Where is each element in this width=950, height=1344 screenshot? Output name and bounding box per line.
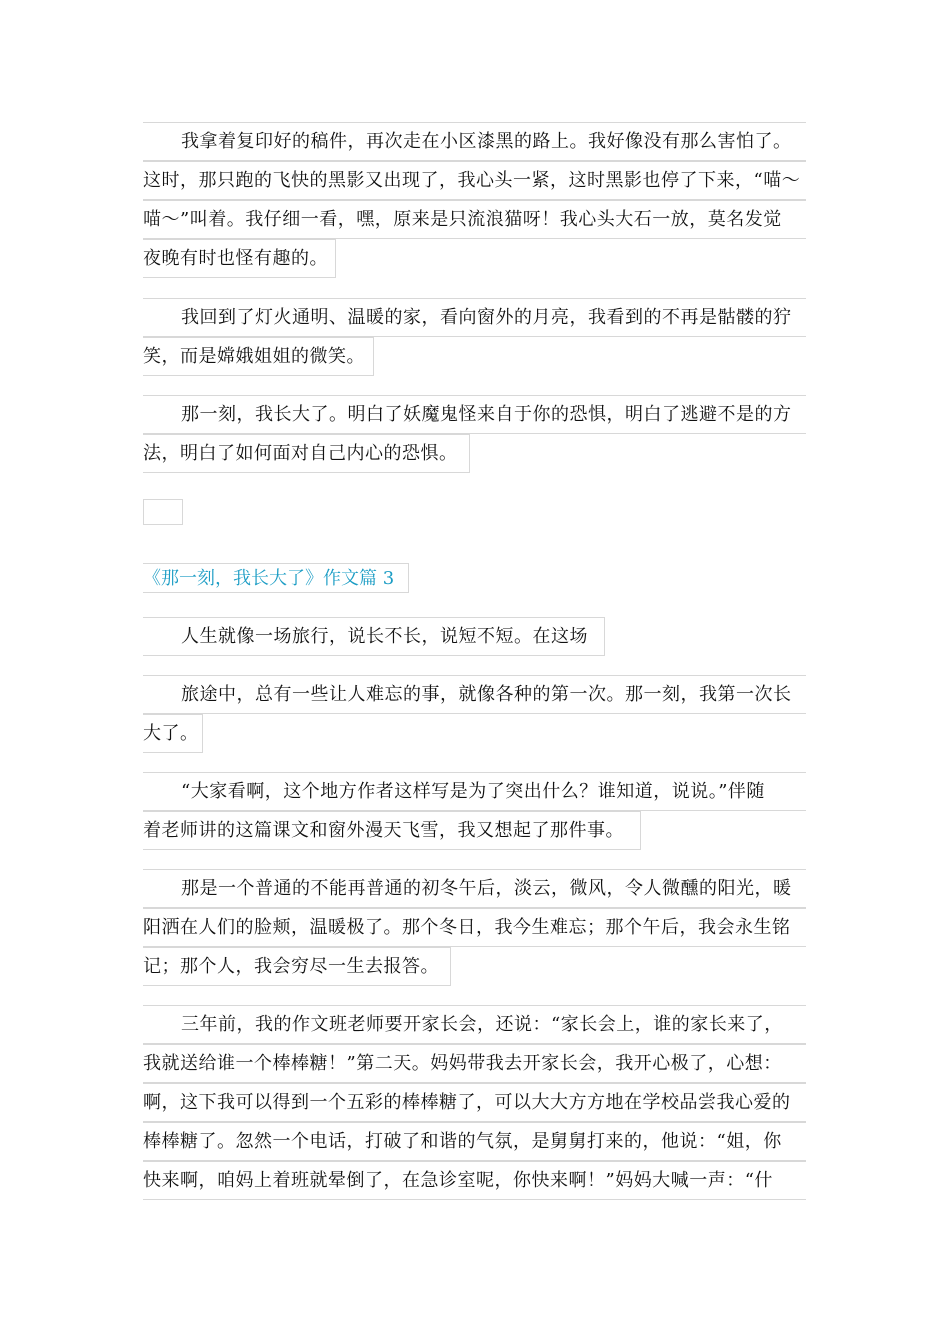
text-line: 快来啊，咱妈上着班就晕倒了，在急诊室呢，你快来啊！”妈妈大喊一声：“什	[143, 1161, 806, 1200]
text-line: 人生就像一场旅行，说长不长，说短不短。在这场	[143, 617, 605, 656]
text-line: 我就送给谁一个棒棒糖！”第二天。妈妈带我去开家长会，我开心极了，心想：	[143, 1044, 806, 1083]
text-line: 棒棒糖了。忽然一个电话，打破了和谐的气氛，是舅舅打来的，他说：“姐，你	[143, 1122, 806, 1161]
text-line: 喵～”叫着。我仔细一看，嘿，原来是只流浪猫呀！我心头大石一放，莫名发觉	[143, 200, 806, 239]
text-line: 我回到了灯火通明、温暖的家，看向窗外的月亮，我看到的不再是骷髅的狞	[143, 298, 806, 337]
text-line: 这时，那只跑的飞快的黑影又出现了，我心头一紧，这时黑影也停了下来，“喵～	[143, 161, 806, 200]
text-line: 夜晚有时也怪有趣的。	[143, 239, 336, 278]
text-line: “大家看啊，这个地方作者这样写是为了突出什么？谁知道，说说。”伴随	[143, 772, 806, 811]
text-line: 那是一个普通的不能再普通的初冬午后，淡云，微风，令人微醺的阳光，暖	[143, 869, 806, 908]
text-line: 着老师讲的这篇课文和窗外漫天飞雪，我又想起了那件事。	[143, 811, 641, 850]
text-line: 记；那个人，我会穷尽一生去报答。	[143, 947, 451, 986]
text-line: 笑，而是嫦娥姐姐的微笑。	[143, 337, 374, 376]
text-line: 我拿着复印好的稿件，再次走在小区漆黑的路上。我好像没有那么害怕了。	[143, 122, 806, 161]
text-line: 那一刻，我长大了。明白了妖魔鬼怪来自于你的恐惧，明白了逃避不是的方	[143, 395, 806, 434]
text-line: 三年前，我的作文班老师要开家长会，还说：“家长会上，谁的家长来了，	[143, 1005, 806, 1044]
text-line: 啊，这下我可以得到一个五彩的棒棒糖了，可以大大方方地在学校品尝我心爱的	[143, 1083, 806, 1122]
text-line: 大了。	[143, 714, 203, 753]
text-line: 法，明白了如何面对自己内心的恐惧。	[143, 434, 470, 473]
text-line: 阳洒在人们的脸颊，温暖极了。那个冬日，我今生难忘；那个午后，我会永生铭	[143, 908, 806, 947]
section-heading: 《那一刻，我长大了》作文篇 3	[143, 563, 409, 593]
text-line: 旅途中，总有一些让人难忘的事，就像各种的第一次。那一刻，我第一次长	[143, 675, 806, 714]
empty-paragraph-box	[143, 499, 183, 525]
